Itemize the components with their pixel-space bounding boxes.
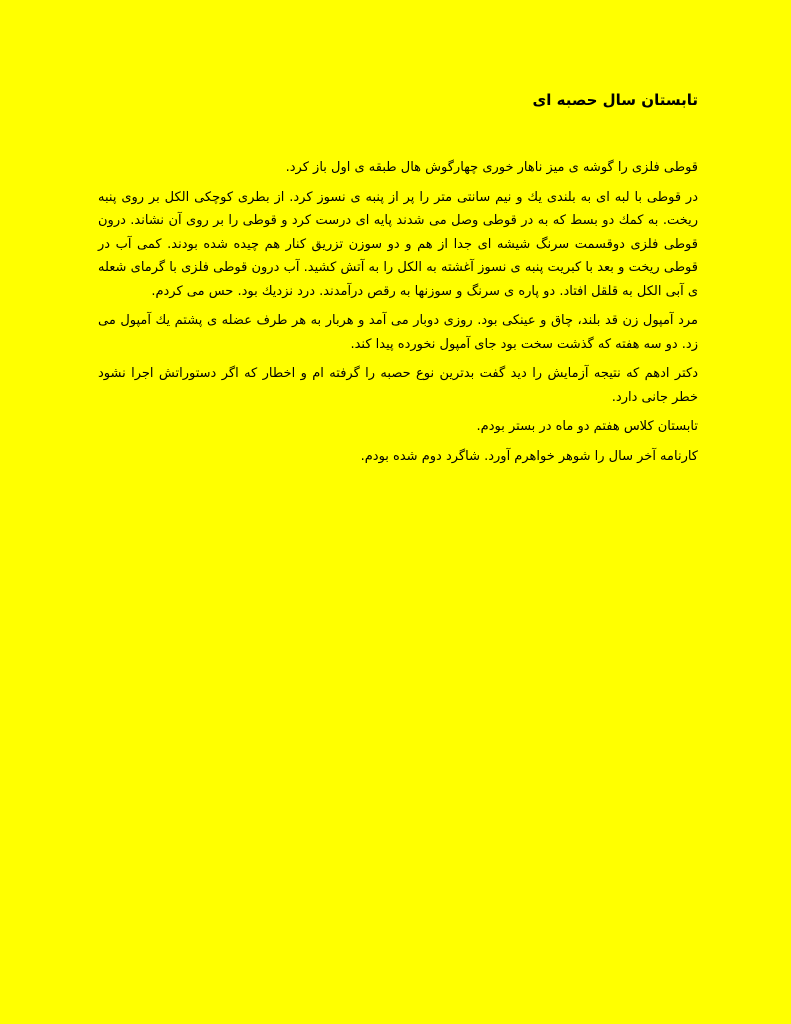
document-title: تابستان سال حصبه ای [532,91,698,109]
paragraph-4: دکتر ادهم که نتیجه آزمایش را دید گفت بدترین نوع حصبه را گرفته ام و اخطار که اگر دستوراتش اجرا نشود خطر جانی دارد. [98,366,698,405]
paragraph-2: در قوطی با لبه ای به بلندی یك و نیم سانتی متر را پر از پنبه ی نسوز کرد. از بطری کوچکی الکل بر روی پنبه ریخت. به کمك دو بسط که به در قوطی وصل می شدند پایه ای درست کرد و قوطی را بر روی آن نشاند. درون قوطی فلزی دوقسمت سرنگ شیشه ای جدا از هم و دو سوزن تزریق کنار هم چیده شده بودند. کمی آب در قوطی ریخت و بعد با کبریت پنبه ی نسوز آغشته به الکل را به آتش کشید. آب درون قوطی فلزی با گرمای شعله ی آبی الکل به قلقل افتاد. دو پاره ی سرنگ و سوزنها به رقص درآمدند. درد نزدیك بود. حس می کردم. [98,189,698,299]
paragraph-5: تابستان کلاس هفتم دو ماه در بستر بودم. [476,419,698,434]
document-body [98,88,698,474]
paragraph-1: قوطی فلزی را گوشه ی میز ناهار خوری چهارگوش هال طبقه ی اول باز کرد. [285,160,698,175]
paragraph-6: کارنامه آخر سال را شوهر خواهرم آورد. شاگرد دوم شده بودم. [360,448,698,464]
paragraph-3: مرد آمپول زن قد بلند، چاق و عینکی بود. روزی دوبار می آمد و هربار به هر طرف عضله ی پشتم یك آمپول می زد. دو سه هفته که گذشت سخت بود جای آمپول نخورده پیدا کند. [98,313,698,352]
